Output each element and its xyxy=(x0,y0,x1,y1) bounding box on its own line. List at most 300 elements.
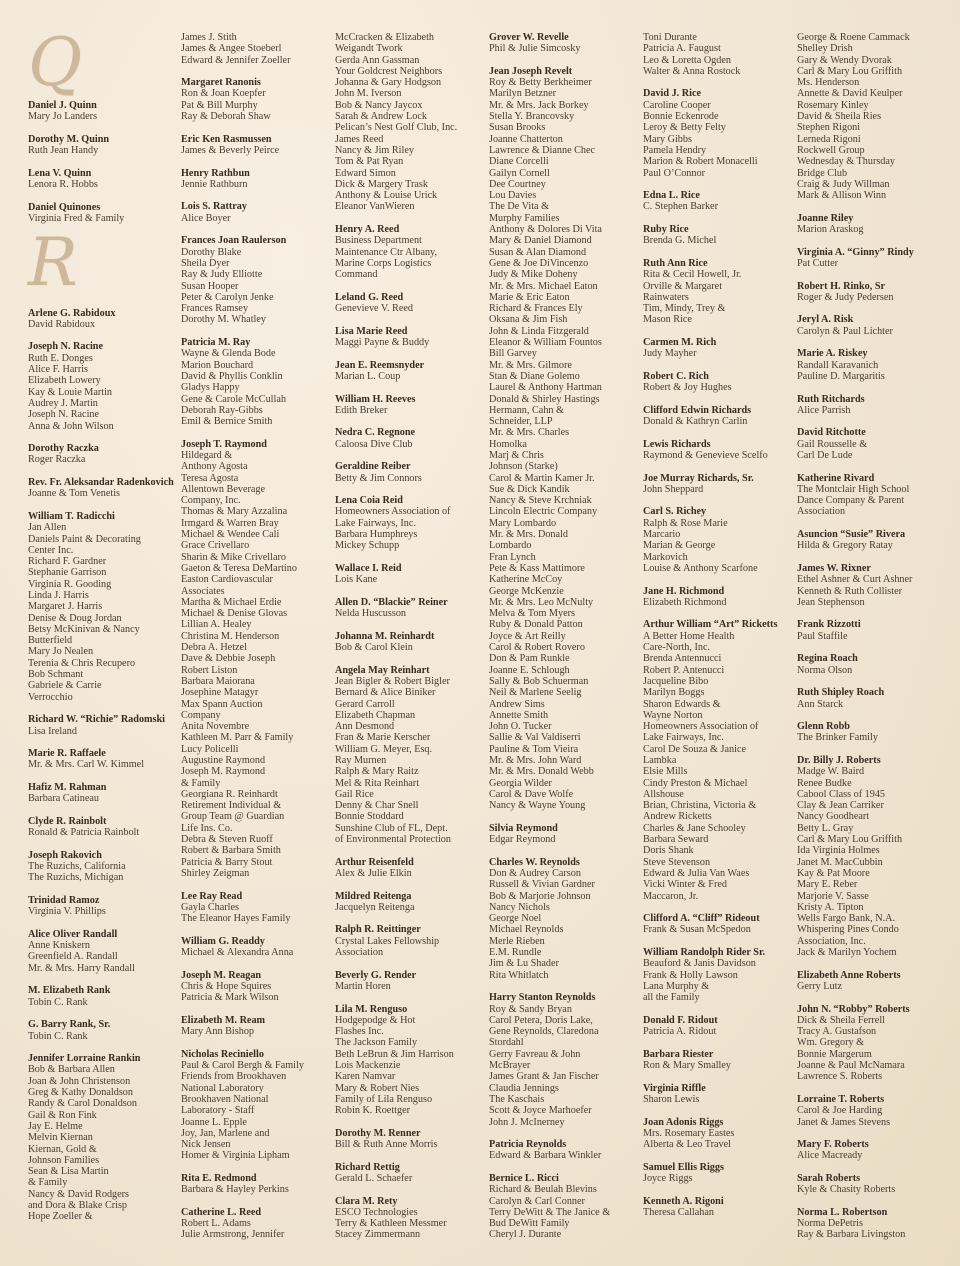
donor-line: Cheryl J. Durante xyxy=(489,1229,562,1241)
donor-line: Marion Araskog xyxy=(797,224,864,236)
donor-line: Stella Y. Brancovsky xyxy=(489,111,575,123)
donor-line: Martin Horen xyxy=(335,980,391,992)
donor-line: Julie Armstrong, Jennifer xyxy=(181,1229,285,1241)
donor-line: Roy & Betty Berkheimer xyxy=(489,77,592,89)
honoree-name: Joseph M. Reagan xyxy=(181,969,262,981)
donor-line: Dave & Debbie Joseph xyxy=(181,653,276,665)
donor-line: The Jackson Family xyxy=(335,1037,418,1049)
memorial-entry xyxy=(797,563,945,608)
donor-line: Mary E. Reber xyxy=(797,879,858,891)
honoree-name: Harry Stanton Reynolds xyxy=(489,992,596,1004)
donor-line: Ann Desmond xyxy=(335,721,395,733)
donor-line: Tom & Pat Ryan xyxy=(335,156,404,168)
memorial-entry xyxy=(335,461,483,484)
donor-line: Doris Shank xyxy=(643,845,694,857)
donor-line: Chris & Hope Squires xyxy=(181,980,272,992)
donor-line: Stephen Rigoni xyxy=(797,122,861,134)
memorial-entry xyxy=(28,850,176,884)
honoree-name: Sarah Roberts xyxy=(797,1172,861,1184)
donor-line: Joan & John Christenson xyxy=(28,1075,131,1087)
donor-line: Scott & Joyce Marhoefer xyxy=(489,1105,592,1117)
donor-line: Pete & Kass Mattimore xyxy=(489,562,585,574)
donor-line: Neil & Marlene Seelig xyxy=(489,687,582,699)
donor-line: Annette Smith xyxy=(489,709,549,721)
donor-line: Terenia & Chris Recupero xyxy=(28,657,136,669)
donor-line: Hilda & Gregory Ratay xyxy=(797,540,893,552)
honoree-name: William Randolph Rider Sr. xyxy=(643,947,766,959)
donor-line: Robert L. Adams xyxy=(181,1218,251,1230)
memorial-entry xyxy=(335,360,483,383)
memorial-entry xyxy=(335,292,483,315)
donor-line: Joyce & Art Reilly xyxy=(489,630,566,642)
honoree-name: Lila M. Renguso xyxy=(335,1003,408,1015)
donor-line: Terry & Kathleen Messmer xyxy=(335,1218,447,1230)
honoree-name: Regina Roach xyxy=(797,653,858,665)
donor-line: Debra A. Hetzel xyxy=(181,642,247,654)
donor-line: National Laboratory xyxy=(181,1082,264,1094)
memorial-entry xyxy=(28,134,176,157)
donor-line: Patricia & Mark Wilson xyxy=(181,992,279,1004)
donor-line: Cindy Preston & Michael xyxy=(643,777,748,789)
donor-line: The De Vita & xyxy=(489,201,550,213)
honoree-name: Jane H. Richmond xyxy=(643,585,725,597)
memorial-entry xyxy=(643,1162,791,1185)
memorial-entry xyxy=(335,857,483,880)
donor-line: Joseph M. Raymond xyxy=(181,766,266,778)
memorial-entry xyxy=(181,235,329,325)
donor-line: Johnson (Starke) xyxy=(489,461,558,473)
memorial-entry xyxy=(643,1196,791,1219)
honoree-name: Arthur Reisenfeld xyxy=(335,856,414,868)
donor-line: Center Inc. xyxy=(28,544,74,556)
column-4 xyxy=(489,32,637,1252)
memorial-entry xyxy=(797,281,945,304)
donor-line: Ralph & Mary Raitz xyxy=(335,766,419,778)
memorial-entry xyxy=(797,247,945,270)
honoree-name: Rev. Fr. Aleksandar Radenkovich xyxy=(28,477,174,489)
memorial-entry xyxy=(797,427,945,461)
donor-line: Roy & Sandy Bryan xyxy=(489,1003,572,1015)
memorial-entry xyxy=(489,66,637,812)
donor-line: Bob Schmant xyxy=(28,669,84,681)
honoree-name: Dorothy M. Quinn xyxy=(28,133,110,145)
donor-line: Louise & Anthony Scarfone xyxy=(643,562,758,574)
honoree-name: Grover W. Revelle xyxy=(489,32,569,43)
donor-line: Mary Ann Bishop xyxy=(181,1026,255,1038)
donor-line: Allshouse xyxy=(643,788,684,800)
donor-line: Joanne & Paul McNamara xyxy=(797,1060,905,1072)
honoree-name: Dr. Billy J. Roberts xyxy=(797,755,881,766)
memorial-entry xyxy=(28,443,176,466)
honoree-name: Carmen M. Rich xyxy=(643,337,717,349)
donor-line: Carol & Martin Kamer Jr. xyxy=(489,472,595,484)
donor-line: Sarah & Andrew Lock xyxy=(335,111,427,123)
donor-line: Stordahl xyxy=(489,1037,524,1049)
donor-line: McBrayer xyxy=(489,1060,531,1072)
donor-line: The Brinker Family xyxy=(797,732,878,744)
donor-line: Barbara Humphreys xyxy=(335,529,418,541)
honoree-name: Lena Coia Reid xyxy=(335,495,403,507)
donor-line: Homeowners Association of xyxy=(643,721,759,733)
donor-line: Georgiana R. Reinhardt xyxy=(181,788,278,800)
donor-line: Maggi Payne & Buddy xyxy=(335,337,430,349)
donor-line: Associates xyxy=(181,585,225,597)
donor-line: Lou Davies xyxy=(489,190,537,202)
donor-line: Raymond & Genevieve Scelfo xyxy=(643,449,768,461)
donor-line: Gerry Lutz xyxy=(797,980,842,992)
donor-line: Patricia & Barry Stout xyxy=(181,856,273,868)
honoree-name: Ruth Ann Rice xyxy=(643,257,708,269)
donor-line: Russell & Vivian Gardner xyxy=(489,879,595,891)
donor-line: Murphy Families xyxy=(489,212,560,224)
donor-line: Mickey Schupp xyxy=(335,540,400,552)
donor-line: John O. Tucker xyxy=(489,721,552,733)
donor-line: Mr. & Mrs. Jack Borkey xyxy=(489,99,589,111)
memorial-entry xyxy=(643,32,791,77)
donor-line: Sue & Dick Kandik xyxy=(489,483,570,495)
memorial-entry xyxy=(797,721,945,744)
donor-line: Nancy Nichols xyxy=(489,901,550,913)
donor-line: Mr. & Mrs. Leo McNulty xyxy=(489,596,594,608)
memorial-entry xyxy=(643,947,791,1003)
donor-line: Marcario xyxy=(643,529,681,541)
memorial-entry xyxy=(28,308,176,331)
donor-line: Association xyxy=(335,947,384,959)
honoree-name: Daniel Quinones xyxy=(28,201,101,213)
honoree-name: Lisa Marie Reed xyxy=(335,325,408,337)
honoree-name: Daniel J. Quinn xyxy=(28,100,97,111)
donor-line: Homer & Virginia Lipham xyxy=(181,1150,290,1162)
donor-line: The Montclair High School xyxy=(797,483,910,495)
donor-line: Orville & Margaret xyxy=(643,280,723,292)
memorial-entry xyxy=(28,202,176,225)
donor-line: Virginia Fred & Family xyxy=(28,212,125,224)
donor-line: Mary & Daniel Diamond xyxy=(489,235,592,247)
donor-line: James Grant & Jan Fischer xyxy=(489,1071,599,1083)
donor-line: Betsy McKinivan & Nancy xyxy=(28,623,140,635)
memorial-entry xyxy=(335,326,483,349)
donor-line: Robert & Joy Hughes xyxy=(643,382,732,394)
donor-line: Lawrence S. Roberts xyxy=(797,1071,883,1083)
donor-line: Brenda G. Michel xyxy=(643,235,717,247)
memorial-entry xyxy=(643,913,791,936)
donor-line: Mary Lombardo xyxy=(489,517,557,529)
memorial-entry xyxy=(797,529,945,552)
donor-line: Madge W. Baird xyxy=(797,766,865,778)
donor-line: Johanna & Gary Hodgson xyxy=(335,77,442,89)
donor-line: Paul O’Connor xyxy=(643,167,705,179)
donor-line: Joyce Riggs xyxy=(643,1172,693,1184)
memorial-entry xyxy=(28,1053,176,1222)
donor-line: Ms. Henderson xyxy=(797,77,860,89)
donor-line: Betty & Jim Connors xyxy=(335,472,422,484)
donor-line: Michael & Denise Glovas xyxy=(181,608,288,620)
donor-line: Gayla Charles xyxy=(181,901,239,913)
donor-line: Gailyn Cornell xyxy=(489,167,550,179)
donor-line: Virginia R. Gooding xyxy=(28,578,112,590)
honoree-name: William T. Radicchi xyxy=(28,510,115,522)
donor-line: Craig & Judy Willman xyxy=(797,178,890,190)
donor-line: Pat & Bill Murphy xyxy=(181,99,258,111)
donor-line: The Kaschais xyxy=(489,1093,545,1105)
memorial-entry xyxy=(335,394,483,417)
donor-line: Ethel Ashner & Curt Ashner xyxy=(797,574,913,586)
honoree-name: Jean Joseph Revelt xyxy=(489,65,573,77)
memorial-entry xyxy=(181,891,329,925)
donor-line: Sharon Lewis xyxy=(643,1093,700,1105)
memorial-entry xyxy=(335,1004,483,1117)
donor-line: all the Family xyxy=(643,992,700,1004)
donor-line: Tim, Mindy, Trey & xyxy=(643,303,726,315)
donor-line: Mr. & Mrs. Charles xyxy=(489,427,570,439)
donor-line: Mel & Rita Reinhart xyxy=(335,777,420,789)
donor-line: Hildegard & xyxy=(181,449,233,461)
donor-line: Jennie Rathburn xyxy=(181,178,248,190)
donor-line: Charles & Jane Schooley xyxy=(643,822,746,834)
donor-line: Gene & Joe DiVincenzo xyxy=(489,257,589,269)
donor-line: Care-North, Inc. xyxy=(643,642,711,654)
donor-line: Mary Jo Nealen xyxy=(28,646,94,658)
donor-line: Verrocchio xyxy=(28,691,73,703)
honoree-name: Joseph T. Raymond xyxy=(181,438,267,450)
donor-line: Alberta & Leo Travel xyxy=(643,1139,731,1151)
donor-line: Mary Jo Landers xyxy=(28,111,98,123)
donor-line: Bonnie Stoddard xyxy=(335,811,404,823)
memorial-entry xyxy=(643,224,791,247)
donor-line: C. Stephen Barker xyxy=(643,201,718,213)
donor-line: Deborah Ray-Gibbs xyxy=(181,404,263,416)
donor-line: Mrs. Rosemary Eastes xyxy=(643,1127,735,1139)
donor-line: Kathleen M. Parr & Family xyxy=(181,732,294,744)
donor-line: Gail Rice xyxy=(335,788,374,800)
donor-line: Mr. & Mrs. Harry Randall xyxy=(28,962,135,974)
donor-line: Gabriele & Carrie xyxy=(28,680,102,692)
donor-line: A Better Home Health xyxy=(643,630,735,642)
donor-line: Pauline D. Margaritis xyxy=(797,370,885,382)
honoree-name: David Ritchotte xyxy=(797,427,866,439)
donor-line: Mr. & Mrs. Donald Webb xyxy=(489,766,594,778)
honoree-name: Frank Rizzotti xyxy=(797,619,861,631)
memorial-entry xyxy=(181,439,329,880)
donor-line: Claudia Jennings xyxy=(489,1082,559,1094)
donor-line: Carolyn & Paul Lichter xyxy=(797,325,893,337)
donor-line: Group Team @ Guardian xyxy=(181,811,285,823)
donor-line: Anna & John Wilson xyxy=(28,420,114,432)
donor-line: Susan & Alan Diamond xyxy=(489,246,587,258)
memorial-entry xyxy=(28,341,176,431)
donor-line: Sallie & Val Valdiserri xyxy=(489,732,581,744)
memorial-entry xyxy=(797,348,945,382)
donor-line: Melva & Tom Myers xyxy=(489,608,575,620)
honoree-name: William H. Reeves xyxy=(335,393,416,405)
donor-line: Kristy A. Tipton xyxy=(797,901,864,913)
donor-line: Robert Liston xyxy=(181,664,238,676)
memorial-entry xyxy=(797,473,945,518)
donor-line: Paul & Carol Bergh & Family xyxy=(181,1060,304,1072)
donor-line: Beth LeBrun & Jim Harrison xyxy=(335,1048,454,1060)
donor-line: Alice F. Harris xyxy=(28,364,89,376)
donor-line: Bonnie Eckenrode xyxy=(643,111,719,123)
donor-line: Lana Murphy & xyxy=(643,980,710,992)
donor-line: Brian, Christina, Victoria & xyxy=(643,800,757,812)
donor-line: Company, Inc. xyxy=(181,495,241,507)
donor-line: Rita Whitlatch xyxy=(489,969,549,981)
donor-line: Carol & Robert Rovero xyxy=(489,642,585,654)
memorial-entry xyxy=(28,477,176,500)
donor-line: John M. Iverson xyxy=(335,88,402,100)
donor-line: Andrew Sims xyxy=(489,698,545,710)
memorial-entry xyxy=(335,495,483,551)
donor-line: Barbara Seward xyxy=(643,834,709,846)
column-3 xyxy=(335,32,483,1252)
donor-line: Robin K. Roettger xyxy=(335,1105,410,1117)
donor-line: Nancy Goodheart xyxy=(797,811,870,823)
donor-line: Family of Lila Renguso xyxy=(335,1093,433,1105)
honoree-name: Kenneth A. Rigoni xyxy=(643,1195,724,1207)
donor-line: Marion & Robert Monacelli xyxy=(643,156,758,168)
memorial-entry xyxy=(643,88,791,178)
donor-line: Marilyn Boggs xyxy=(643,687,705,699)
donor-line: Virginia V. Phillips xyxy=(28,906,106,918)
memorial-entry xyxy=(489,823,637,846)
donor-line: Carl & Mary Lou Griffith xyxy=(797,65,903,77)
donor-line: Maccaron, Jr. xyxy=(643,890,699,902)
honoree-name: Frances Joan Raulerson xyxy=(181,235,287,247)
donor-line: Nancy & David Rodgers xyxy=(28,1188,130,1200)
memorial-entry xyxy=(489,32,637,55)
donor-line: Don & Pam Runkle xyxy=(489,653,570,665)
donor-line: Gail Rousselle & xyxy=(797,438,868,450)
honoree-name: Elizabeth Anne Roberts xyxy=(797,969,901,981)
donor-line: Markovich xyxy=(643,551,688,563)
donor-line: Richard F. Gardner xyxy=(28,556,107,568)
donor-line: Joanne L. Epple xyxy=(181,1116,247,1128)
donor-line: Greenfield A. Randall xyxy=(28,951,118,963)
memorial-entry xyxy=(643,337,791,360)
donor-line: Debra & Steven Ruoff xyxy=(181,834,273,846)
donor-line: Lillian A. Healey xyxy=(181,619,252,631)
donor-line: Emil & Bernice Smith xyxy=(181,416,273,428)
donor-line: Sharon Edwards & xyxy=(643,698,721,710)
donor-line: Jim & Lu Shader xyxy=(489,958,559,970)
donor-line: Weigandt Twork xyxy=(335,43,403,55)
honoree-name: Joseph N. Racine xyxy=(28,341,103,353)
memorial-entry xyxy=(797,213,945,236)
honoree-name: Lena V. Quinn xyxy=(28,167,92,179)
donor-line: William G. Meyer, Esq. xyxy=(335,743,433,755)
honoree-name: Angela May Reinhart xyxy=(335,664,430,676)
donor-line: Bob & Carol Klein xyxy=(335,642,413,654)
honoree-name: Ruby Rice xyxy=(643,224,689,236)
memorial-entry xyxy=(797,314,945,337)
honoree-name: Clyde R. Rainbolt xyxy=(28,815,107,827)
donor-line: Patricia A. Faugust xyxy=(643,43,721,55)
donor-line: John J. McInerney xyxy=(489,1116,565,1128)
honoree-name: Lorraine T. Roberts xyxy=(797,1093,885,1105)
donor-line: Frank & Susan McSpedon xyxy=(643,924,751,936)
honoree-name: Dorothy Raczka xyxy=(28,443,99,455)
donor-line: Anne Kniskern xyxy=(28,940,90,952)
donor-line: George Noel xyxy=(489,913,542,925)
memorial-entry xyxy=(28,100,176,123)
donor-line: Beauford & Janis Davidson xyxy=(643,958,756,970)
honoree-name: Edna L. Rice xyxy=(643,190,700,202)
donor-line: Barbara Maiorana xyxy=(181,675,255,687)
donor-line: Pamela Hendry xyxy=(643,144,707,156)
donor-line: Carolyn & Carl Conner xyxy=(489,1195,585,1207)
donor-line: Lombardo xyxy=(489,540,532,552)
donor-line: Janet M. MacCubbin xyxy=(797,856,883,868)
donor-line: Dick & Sheila Ferrell xyxy=(797,1014,885,1026)
donor-line: Marine Corps Logistics xyxy=(335,257,432,269)
donor-line: Ray Murnen xyxy=(335,755,387,766)
donor-line: George & Roene Cammack xyxy=(797,32,910,43)
donor-line: James J. Stith xyxy=(181,32,237,43)
honoree-name: Wallace I. Reid xyxy=(335,562,402,574)
honoree-name: Richard W. “Richie” Radomski xyxy=(28,714,165,726)
donor-line: Tobin C. Rank xyxy=(28,996,88,1008)
donor-line: Bernard & Alice Biniker xyxy=(335,687,436,699)
donor-line: Marilyn Betzner xyxy=(489,88,557,100)
honoree-name: Jennifer Lorraine Rankin xyxy=(28,1053,141,1065)
donor-line: Eleanor VanWieren xyxy=(335,201,415,213)
memorial-entry xyxy=(28,748,176,771)
donor-line: Edith Breker xyxy=(335,404,388,416)
donor-line: Georgia Wilder xyxy=(489,777,552,789)
memorial-entry xyxy=(28,929,176,974)
donor-line: Richard & Frances Ely xyxy=(489,303,583,315)
donor-line: Mr. & Mrs. Michael Eaton xyxy=(489,280,598,292)
donor-line: John Sheppard xyxy=(643,483,704,495)
donor-line: Marian & George xyxy=(643,540,716,552)
donor-line: of Environmental Protection xyxy=(335,834,451,846)
memorial-entry xyxy=(28,168,176,191)
donor-line: George McKenzie xyxy=(489,585,564,597)
donor-line: David Rabidoux xyxy=(28,318,96,330)
honoree-name: David J. Rice xyxy=(643,88,702,100)
honoree-name: Virginia A. “Ginny” Rindy xyxy=(797,246,914,258)
memorial-entry xyxy=(335,597,483,620)
donor-line: Michael Reynolds xyxy=(489,924,564,936)
donor-line: Lois Mackenzie xyxy=(335,1060,401,1072)
donor-line: Nancy & Wayne Young xyxy=(489,800,586,812)
honoree-name: Ruth Shipley Roach xyxy=(797,687,885,699)
column-2 xyxy=(181,32,329,1252)
donor-line: Stan & Diane Golemo xyxy=(489,370,580,382)
memorial-entry xyxy=(643,1117,791,1151)
memorial-entry xyxy=(489,857,637,981)
donor-line: Clay & Jean Carriker xyxy=(797,800,884,812)
donor-line: Ron & Mary Smalley xyxy=(643,1060,732,1072)
donor-line: Rainwaters xyxy=(643,291,689,303)
donor-line: Nelda Huscusson xyxy=(335,608,407,620)
donor-line: Ruth Jean Handy xyxy=(28,145,99,157)
donor-line: Ray & Judy Elliotte xyxy=(181,269,263,281)
donor-line: Wayne Norton xyxy=(643,709,703,721)
donor-line: Crystal Lakes Fellowship xyxy=(335,935,440,947)
donor-line: Edgar Reymond xyxy=(489,834,556,846)
donor-line: Friends from Brookhaven xyxy=(181,1071,287,1083)
memorial-entry xyxy=(489,1173,637,1241)
donor-line: Anthony & Dolores Di Vita xyxy=(489,224,602,236)
honoree-name: Marie R. Raffaele xyxy=(28,748,106,760)
donor-line: Hermann, Cahn & xyxy=(489,404,564,416)
memorial-entry xyxy=(797,1004,945,1083)
donor-line: Joanne E. Schlough xyxy=(489,664,570,676)
donor-line: Martha & Michael Erdie xyxy=(181,596,282,608)
donor-line: Edward & Jennifer Zoeller xyxy=(181,54,291,66)
memorial-entry xyxy=(643,190,791,213)
